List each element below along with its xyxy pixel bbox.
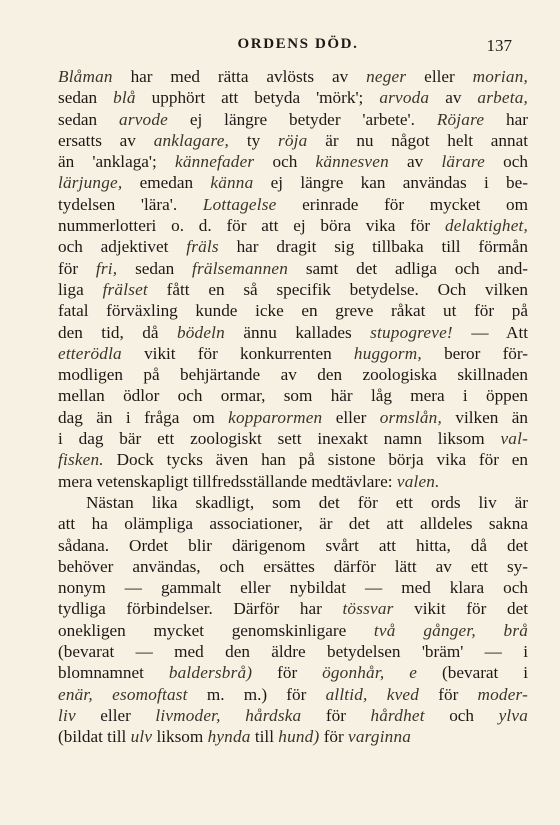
text-run: liksom — [152, 727, 208, 747]
italic-term: Röjare — [436, 109, 485, 129]
text-line — [58, 279, 528, 300]
text-run: för — [319, 727, 349, 747]
italic-term: bödeln — [176, 322, 225, 342]
italic-term: Blåman — [58, 67, 113, 86]
italic-term: hynda — [207, 727, 251, 747]
text-line — [58, 87, 528, 108]
text-run: har — [484, 109, 528, 129]
italic-term: stupogreve! — [370, 322, 453, 342]
text-run: mera vetenskapligt tillfredsställande medtävlare: — [58, 471, 397, 491]
text-run: i dag bär ett zoologiskt sett inexakt namn liksom — [58, 429, 501, 449]
text-line — [58, 705, 528, 726]
italic-term: brå — [503, 620, 529, 640]
text-run: (bildat till — [58, 727, 131, 747]
italic-term: röja — [277, 130, 308, 150]
text-run — [368, 685, 387, 704]
italic-term: varginna — [348, 727, 412, 747]
italic-term: morian, — [472, 67, 528, 86]
italic-term: blå — [113, 88, 136, 108]
text-line — [58, 300, 528, 321]
italic-term: kopparormen — [228, 407, 323, 427]
text-run: fått en så specifik betydelse. Och vilken — [147, 279, 528, 299]
italic-term: neger — [366, 67, 407, 86]
text-run: Nästan lika skadligt, som det för ett ords liv är — [86, 492, 528, 512]
text-run: liga — [58, 279, 103, 299]
italic-term: hårdhet — [370, 705, 425, 725]
text-line — [58, 726, 528, 747]
text-line — [58, 428, 528, 449]
italic-term: tössvar — [342, 599, 394, 619]
text-run — [384, 663, 409, 682]
text-run: — Att — [452, 322, 529, 342]
italic-term: fräls — [186, 237, 219, 257]
italic-term: huggorm, — [353, 343, 422, 363]
italic-term: kännesven — [315, 152, 389, 172]
text-run — [221, 706, 246, 725]
italic-term: livmoder, — [155, 705, 221, 725]
italic-term: lärare — [441, 152, 485, 172]
italic-term: fisken. — [58, 450, 104, 470]
text-run: att ha olämpliga associationer, är det att alldeles sakna — [58, 514, 528, 534]
text-run: vikit för det — [393, 599, 528, 619]
text-run: dag än i fråga om — [58, 407, 229, 427]
text-run: behöver användas, och ersättes därför lätt av ett sy- — [58, 556, 528, 576]
running-head — [84, 36, 512, 58]
text-run: för — [58, 258, 96, 278]
text-run — [476, 621, 504, 640]
italic-term: kved — [386, 684, 420, 704]
text-run — [93, 685, 112, 704]
italic-term: känna — [210, 173, 254, 193]
italic-term: esomoftast — [112, 684, 188, 704]
text-line — [58, 109, 528, 130]
italic-term: kännefader — [174, 152, 255, 172]
italic-term: frälset — [102, 279, 148, 299]
text-run: blomnamnet — [58, 663, 169, 683]
italic-term: ulv — [130, 727, 153, 747]
italic-term: liv — [58, 705, 76, 725]
text-run: än 'anklaga'; — [58, 152, 175, 172]
text-run: eller — [322, 407, 380, 427]
text-line — [58, 556, 528, 577]
text-run: och — [424, 705, 499, 725]
text-run: tydelsen 'lära'. — [58, 194, 203, 214]
italic-term: arbeta, — [477, 88, 528, 108]
text-line — [58, 492, 528, 513]
text-run: fatal förväxling kunde icke en greve råkat ut för på — [58, 301, 528, 321]
italic-term: delaktighet, — [444, 216, 528, 236]
text-run: sådana. Ordet blir därigenom svårt att hitta, då det — [58, 535, 528, 555]
text-run: m. m.) för — [187, 684, 326, 704]
text-line — [58, 385, 528, 406]
italic-term: hund) — [278, 727, 320, 747]
italic-term: ylva — [498, 705, 528, 725]
text-run: och — [254, 152, 316, 172]
italic-term: valen. — [396, 471, 440, 491]
text-run: vilken än — [441, 407, 528, 427]
text-line — [58, 513, 528, 534]
text-line — [58, 535, 528, 556]
text-run: och — [484, 152, 528, 172]
text-line — [58, 194, 528, 215]
text-run: sedan — [58, 88, 114, 108]
italic-term: moder- — [477, 684, 528, 704]
text-line — [58, 215, 528, 236]
text-line — [58, 172, 528, 193]
italic-term: ormslån, — [379, 407, 442, 427]
text-line — [58, 66, 528, 87]
text-run: emedan — [122, 173, 211, 193]
text-line — [58, 322, 528, 343]
text-line — [58, 684, 528, 705]
italic-term: två gånger, — [373, 620, 476, 640]
italic-term: enär, — [58, 684, 93, 704]
text-line — [58, 620, 528, 641]
body-text — [58, 66, 528, 748]
italic-term: ögonhår, — [322, 663, 385, 683]
text-run: är nu något helt annat — [307, 130, 529, 150]
text-run: för — [252, 663, 323, 683]
text-run: av — [429, 88, 478, 108]
text-run: beror för- — [421, 343, 528, 363]
text-run: har med rätta avlösts av — [112, 67, 367, 86]
text-run: sedan — [117, 258, 193, 278]
text-line — [58, 662, 528, 683]
text-run: ej längre kan användas i be- — [253, 173, 528, 193]
text-line — [58, 130, 528, 151]
text-line — [58, 598, 528, 619]
text-line — [58, 151, 528, 172]
italic-term: arvode — [119, 109, 168, 129]
text-run: Dock tycks även han på sistone börja vika för en — [103, 450, 528, 470]
text-run: för — [301, 705, 371, 725]
text-run: mellan ödlor och ormar, som här låg mera i öppen — [58, 386, 528, 406]
italic-term: val- — [500, 429, 528, 449]
text-run: ej längre betyder 'arbete'. — [167, 109, 437, 129]
text-run: eller — [406, 67, 473, 86]
text-run: samt det adliga och and- — [288, 258, 529, 278]
text-line — [58, 258, 528, 279]
text-run: sedan — [58, 109, 120, 129]
text-run: för — [419, 684, 478, 704]
text-run: (bevarat — med den äldre betydelsen 'bräm' — i — [58, 642, 528, 662]
italic-term: fri, — [95, 258, 118, 278]
italic-term: etterödla — [58, 343, 122, 363]
text-line — [58, 471, 528, 492]
text-run: modligen på behjärtande av den zoologiska skillnaden — [58, 365, 528, 385]
italic-term: frälsemannen — [192, 258, 289, 278]
text-line — [58, 236, 528, 257]
text-run: onekligen mycket genomskinligare — [58, 620, 374, 640]
text-run: till — [250, 727, 279, 747]
italic-term: baldersbrå) — [168, 663, 253, 683]
text-run: nummerlotteri o. d. för att ej böra vika för — [58, 216, 445, 236]
text-run: har dragit sig tillbaka till förmån — [218, 237, 528, 257]
text-line — [58, 343, 528, 364]
text-line — [58, 577, 528, 598]
text-run: av — [388, 152, 442, 172]
text-run: ty — [229, 130, 278, 150]
text-line — [58, 407, 528, 428]
chapter-title: ORDENS DÖD. — [237, 36, 359, 52]
page-number: 137 — [486, 36, 512, 55]
text-run: och adjektivet — [58, 237, 187, 257]
italic-term: Lottagelse — [202, 194, 277, 214]
italic-term: anklagare, — [153, 130, 230, 150]
text-run: den tid, då — [58, 322, 177, 342]
text-run: vikit för konkurrenten — [121, 343, 354, 363]
text-line — [58, 364, 528, 385]
text-run: ersatts av — [58, 130, 154, 150]
text-line — [58, 449, 528, 470]
text-run: (bevarat i — [417, 663, 529, 683]
italic-term: e — [409, 663, 418, 683]
text-run: eller — [75, 705, 156, 725]
italic-term: arvoda — [379, 88, 430, 108]
text-run: tydliga förbindelser. Därför har — [58, 599, 343, 619]
italic-term: lärjunge, — [58, 173, 123, 193]
text-run: erinrade för mycket om — [276, 194, 528, 214]
italic-term: alltid, — [325, 684, 368, 704]
text-line — [58, 641, 528, 662]
text-run: ännu kallades — [224, 322, 371, 342]
text-run: upphört att betyda 'mörk'; — [135, 88, 380, 108]
text-run: nonym — gammalt eller nybildat — med klara och — [58, 578, 528, 598]
italic-term: hårdska — [245, 705, 302, 725]
